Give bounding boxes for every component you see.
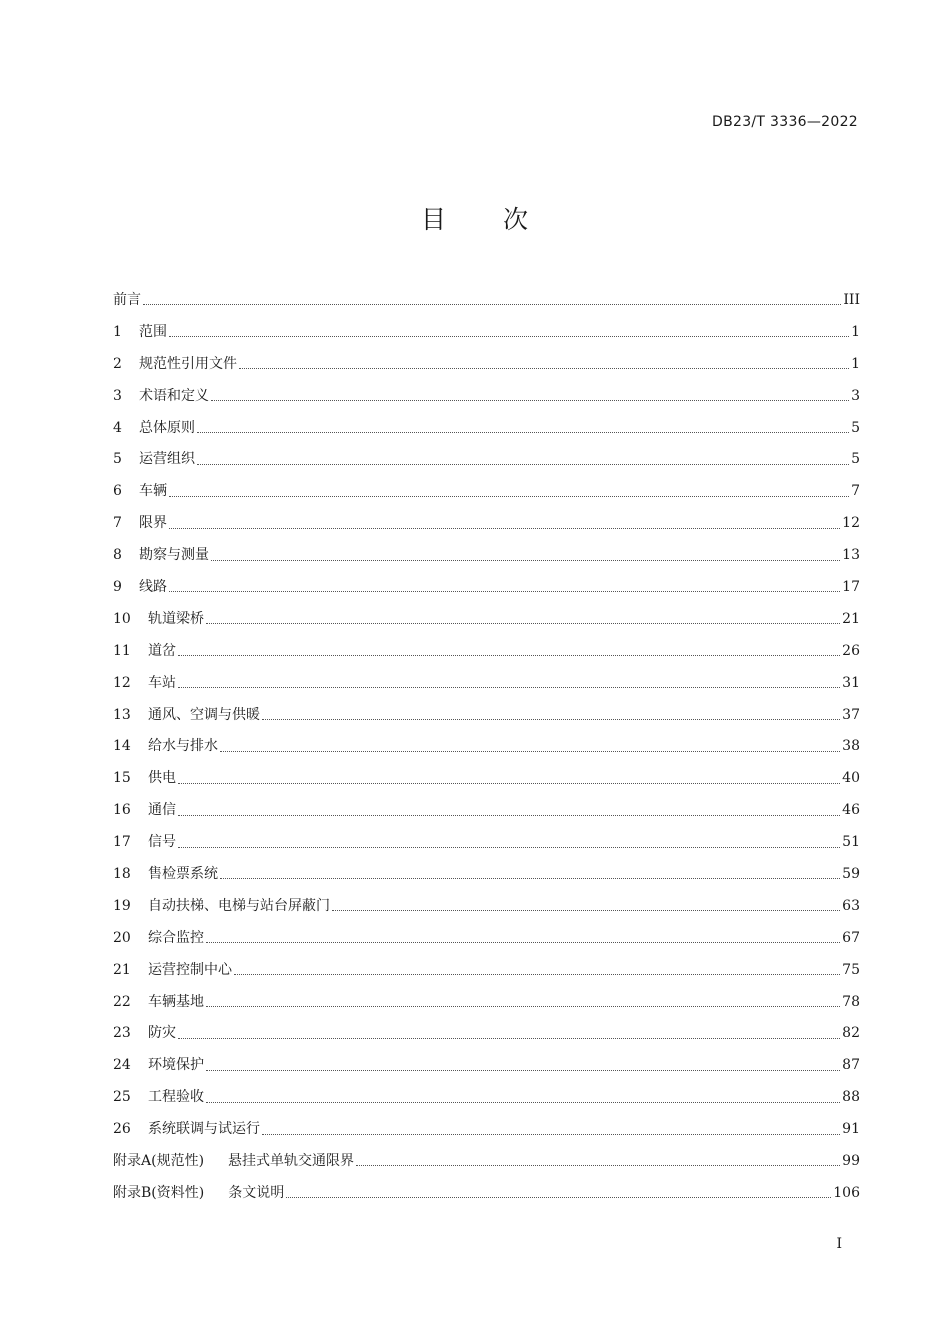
toc-entry-page: 67 <box>842 929 860 946</box>
toc-entry-title: 前言 <box>113 291 141 308</box>
toc-entry-page: 17 <box>842 578 860 595</box>
toc-entry[interactable] <box>113 507 860 539</box>
toc-entry-page: 31 <box>842 674 860 691</box>
toc-entry[interactable] <box>113 316 860 348</box>
toc-entry-title: 车辆基地 <box>148 993 204 1010</box>
toc-entry-number: 10 <box>113 610 131 627</box>
toc-dot-leader <box>206 942 840 943</box>
toc-entry[interactable] <box>113 858 860 890</box>
toc-entry-number: 20 <box>113 929 131 946</box>
toc-entry[interactable] <box>113 922 860 954</box>
toc-appendix-designation: 附录B(资料性) <box>113 1184 205 1201</box>
toc-entry[interactable] <box>113 1145 860 1177</box>
toc-entry[interactable] <box>113 826 860 858</box>
toc-entry[interactable] <box>113 667 860 699</box>
toc-entry-page: 99 <box>842 1152 860 1169</box>
toc-entry-title: 道岔 <box>148 642 176 659</box>
toc-entry-page: 88 <box>842 1089 860 1106</box>
toc-entry-title: 限界 <box>139 515 167 532</box>
toc-entry-title: 条文说明 <box>228 1184 285 1201</box>
toc-dot-leader <box>178 815 840 816</box>
toc-dot-leader <box>211 400 849 401</box>
toc-entry-number: 24 <box>113 1057 131 1074</box>
toc-entry-title: 防灾 <box>148 1025 176 1042</box>
toc-entry[interactable] <box>113 348 860 380</box>
toc-entry-number: 14 <box>113 738 131 755</box>
toc-entry-page: 78 <box>842 993 860 1010</box>
toc-entry-page: 5 <box>851 451 860 468</box>
toc-entry-page: 40 <box>842 770 860 787</box>
toc-entry-number: 7 <box>113 515 122 532</box>
toc-entry-title: 车站 <box>148 674 176 691</box>
toc-entry[interactable] <box>113 890 860 922</box>
toc-entry[interactable] <box>113 1017 860 1049</box>
toc-entry-number: 16 <box>113 802 131 819</box>
toc-entry-page: 12 <box>842 515 860 532</box>
toc-entry-title: 环境保护 <box>148 1057 204 1074</box>
toc-entry[interactable] <box>113 475 860 507</box>
toc-entry-page: 106 <box>833 1184 860 1201</box>
toc-entry[interactable] <box>113 284 860 316</box>
toc-entry-number: 12 <box>113 674 131 691</box>
page-title <box>0 200 950 236</box>
toc-entry-number: 4 <box>113 419 122 436</box>
toc-entry-number: 21 <box>113 961 131 978</box>
document-code: DB23/T 3336—2022 <box>712 114 858 130</box>
toc-entry-number: 26 <box>113 1121 131 1138</box>
toc-dot-leader <box>206 1070 840 1071</box>
toc-entry-page: 82 <box>842 1025 860 1042</box>
toc-entry-number: 8 <box>113 547 122 564</box>
toc-dot-leader <box>206 623 840 624</box>
toc-entry-title: 轨道梁桥 <box>148 610 204 627</box>
toc-entry-title: 自动扶梯、电梯与站台屏蔽门 <box>148 897 330 914</box>
page-number: I <box>836 1236 842 1252</box>
toc-entry-number: 25 <box>113 1089 131 1106</box>
toc-entry-title: 运营控制中心 <box>148 961 232 978</box>
toc-entry[interactable] <box>113 603 860 635</box>
toc-entry-page: 13 <box>842 547 860 564</box>
toc-dot-leader <box>356 1165 840 1166</box>
toc-entry[interactable] <box>113 1049 860 1081</box>
toc-dot-leader <box>206 1006 840 1007</box>
toc-entry-number: 5 <box>113 451 122 468</box>
toc-entry-number: 3 <box>113 387 122 404</box>
toc-entry-title: 综合监控 <box>148 929 204 946</box>
toc-entry-page: 7 <box>851 483 860 500</box>
page-title-char-2: 次 <box>503 205 530 234</box>
toc-entry[interactable] <box>113 635 860 667</box>
toc-entry-page: 3 <box>851 387 860 404</box>
toc-entry-title: 规范性引用文件 <box>139 355 237 372</box>
toc-dot-leader <box>178 655 840 656</box>
toc-entry-page: 75 <box>842 961 860 978</box>
toc-dot-leader <box>197 432 849 433</box>
toc-entry[interactable] <box>113 954 860 986</box>
toc-entry[interactable] <box>113 986 860 1018</box>
toc-dot-leader <box>178 687 840 688</box>
toc-dot-leader <box>169 528 840 529</box>
toc-entry-page: 63 <box>842 897 860 914</box>
toc-entry-page: 5 <box>851 419 860 436</box>
toc-entry-title: 通风、空调与供暖 <box>148 706 260 723</box>
toc-entry-page: 1 <box>851 323 860 340</box>
toc-entry-page: 26 <box>842 642 860 659</box>
toc-entry-number: 22 <box>113 993 131 1010</box>
toc-entry-title: 系统联调与试运行 <box>148 1121 260 1138</box>
toc-dot-leader <box>234 974 840 975</box>
toc-entry[interactable] <box>113 412 860 444</box>
toc-entry-page: 1 <box>851 355 860 372</box>
toc-entry-page: 21 <box>842 610 860 627</box>
toc-dot-leader <box>169 591 840 592</box>
toc-entry-title: 术语和定义 <box>139 387 209 404</box>
toc-entry-title: 线路 <box>139 578 167 595</box>
toc-entry[interactable] <box>113 1081 860 1113</box>
toc-entry-title: 车辆 <box>139 483 167 500</box>
toc-dot-leader <box>220 878 840 879</box>
toc-dot-leader <box>178 783 840 784</box>
toc-entry-number: 11 <box>113 642 131 659</box>
toc-entry[interactable] <box>113 1113 860 1145</box>
toc-dot-leader <box>286 1197 831 1198</box>
toc-entry-title: 信号 <box>148 834 176 851</box>
toc-appendix-designation: 附录A(规范性) <box>113 1152 205 1169</box>
toc-dot-leader <box>197 464 849 465</box>
toc-dot-leader <box>220 751 840 752</box>
toc-dot-leader <box>211 560 840 561</box>
toc-dot-leader <box>206 1102 840 1103</box>
toc-entry[interactable] <box>113 794 860 826</box>
toc-entry-number: 23 <box>113 1025 131 1042</box>
table-of-contents <box>113 284 860 1209</box>
toc-entry[interactable] <box>113 730 860 762</box>
toc-entry-number: 6 <box>113 483 122 500</box>
toc-entry-page: 91 <box>842 1121 860 1138</box>
toc-entry-number: 15 <box>113 770 131 787</box>
toc-entry-page: 46 <box>842 802 860 819</box>
toc-entry-page: 59 <box>842 865 860 882</box>
toc-dot-leader <box>262 719 840 720</box>
toc-entry-number: 2 <box>113 355 122 372</box>
toc-entry-number: 18 <box>113 865 131 882</box>
toc-entry-title: 售检票系统 <box>148 865 218 882</box>
toc-entry[interactable] <box>113 571 860 603</box>
toc-entry[interactable] <box>113 539 860 571</box>
page-title-char-1: 目 <box>420 205 447 234</box>
toc-entry-title: 运营组织 <box>139 451 195 468</box>
toc-entry-number: 19 <box>113 897 131 914</box>
toc-entry-title: 给水与排水 <box>148 738 218 755</box>
toc-dot-leader <box>262 1134 840 1135</box>
toc-entry-page: 37 <box>842 706 860 723</box>
toc-entry-title: 勘察与测量 <box>139 547 209 564</box>
toc-entry[interactable] <box>113 1177 860 1209</box>
toc-entry-title: 悬挂式单轨交通限界 <box>228 1152 355 1169</box>
toc-dot-leader <box>239 368 849 369</box>
toc-entry-page: 87 <box>842 1057 860 1074</box>
toc-entry-number: 1 <box>113 323 122 340</box>
toc-entry[interactable] <box>113 762 860 794</box>
toc-entry[interactable] <box>113 699 860 731</box>
toc-entry-page: 51 <box>842 834 860 851</box>
toc-entry-title: 供电 <box>148 770 176 787</box>
toc-dot-leader <box>178 1038 840 1039</box>
toc-entry-title: 通信 <box>148 802 176 819</box>
toc-entry-title: 总体原则 <box>139 419 195 436</box>
toc-entry[interactable] <box>113 443 860 475</box>
toc-entry-page: III <box>843 291 860 308</box>
toc-entry-page: 38 <box>842 738 860 755</box>
toc-entry-number: 13 <box>113 706 131 723</box>
toc-dot-leader <box>169 336 849 337</box>
toc-entry-number: 17 <box>113 834 131 851</box>
toc-dot-leader <box>332 910 840 911</box>
toc-entry[interactable] <box>113 380 860 412</box>
toc-dot-leader <box>169 496 849 497</box>
toc-entry-title: 范围 <box>139 323 167 340</box>
toc-dot-leader <box>178 847 840 848</box>
toc-entry-number: 9 <box>113 578 122 595</box>
toc-entry-title: 工程验收 <box>148 1089 204 1106</box>
toc-dot-leader <box>143 304 841 305</box>
